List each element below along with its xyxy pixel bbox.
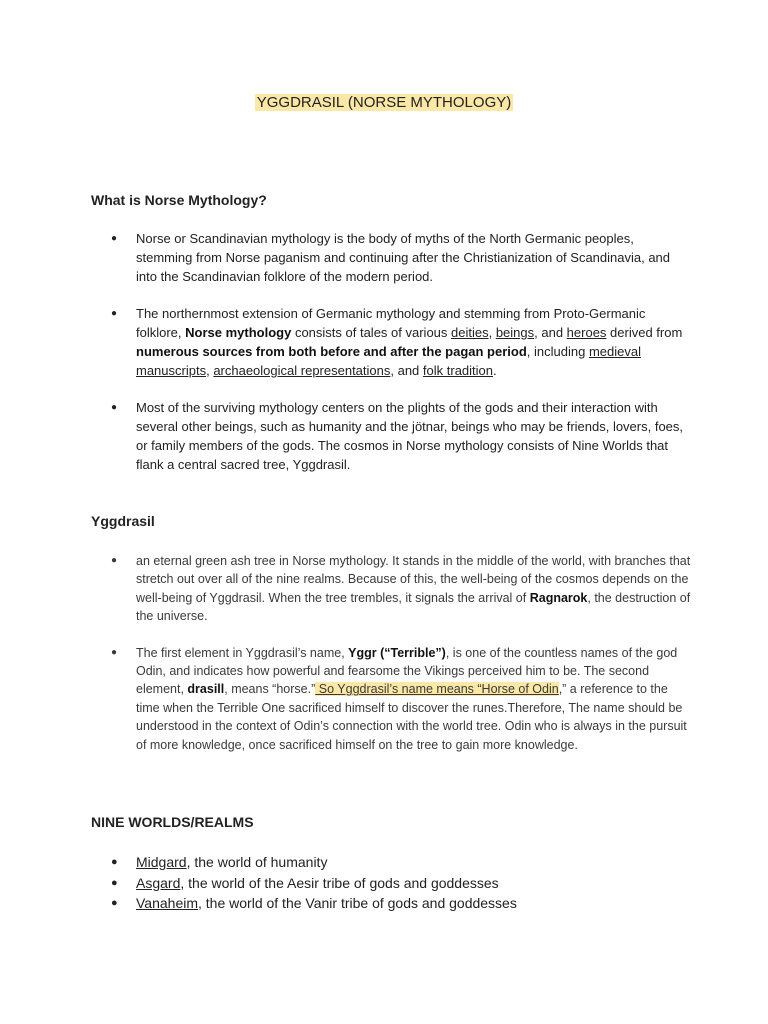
highlighted-text: So Yggdrasil’s name means “Horse of Odin bbox=[315, 682, 559, 697]
bullet-icon: ● bbox=[111, 646, 118, 658]
bullet-icon: ● bbox=[111, 876, 118, 889]
list-item: ● Most of the surviving mythology centers on the plights of the gods and their interaction with several other beings, such as humanity and the jötnar, beings who may be friends, lovers, foes, or family members of the gods. The cosmos in Norse mythology consists of Nine Worlds that flank a central sacred tree, Yggdrasil. bbox=[111, 400, 684, 472]
document-title: YGGDRASIL (NORSE MYTHOLOGY) bbox=[256, 94, 512, 111]
bullet-icon: ● bbox=[111, 897, 118, 909]
link-deities[interactable]: deities bbox=[451, 325, 489, 340]
list-item: ● The northernmost extension of Germanic mythology and stemming from Proto-Germanic folklore, Norse mythology consists of tales of various deities, beings, and heroes derived from numerous sources from both before and after the pagan period, including medieval manuscripts, archaeological representations, and folk tradition. bbox=[111, 306, 683, 378]
list-item: ● Vanaheim, the world of the Vanir tribe of gods and goddesses bbox=[91, 893, 691, 914]
list-item: ● an eternal green ash tree in Norse mythology. It stands in the middle of the world, with branches that stretch out over all of the nine realms. Because of this, the well-being of the cosmos depends on the well-being of Yggdrasil. When the tree trembles, it signals the arrival of Ragnarok, the destruction of the universe. bbox=[111, 554, 691, 624]
link-vanaheim[interactable]: Vanaheim bbox=[136, 895, 199, 911]
link-archaeological-representations[interactable]: archaeological representations bbox=[213, 363, 391, 378]
bullet-icon: ● bbox=[111, 233, 118, 244]
list-item: ● The first element in Yggdrasil’s name, Yggr (“Terrible”), is one of the countless names of the god Odin, and indicates how powerful and fearsome the Vikings perceived him to be. The second element, drasill, means “horse.” So Yggdrasil’s name means “Horse of Odin,” a reference to the time when the Terrible One sacrificed himself to discover the runes.Therefore, The name should be understood in the context of Odin’s connection with the world tree. Odin who is always in the pursuit of more knowledge, once sacrificed himself on the tree to gain more knowledge. bbox=[111, 645, 687, 752]
link-midgard[interactable]: Midgard bbox=[136, 854, 187, 870]
norse-mythology-list bbox=[91, 229, 691, 492]
list-item: ● Norse or Scandinavian mythology is the body of myths of the North Germanic peoples, stemming from Norse paganism and continuing after the Christianization of Scandinavia, and into the Scandinavian folklore of the modern period. bbox=[111, 231, 671, 284]
section-heading-yggdrasil: Yggdrasil bbox=[91, 513, 155, 529]
section-heading-nine-worlds: NINE WORLDS/REALMS bbox=[91, 814, 254, 830]
link-folk-tradition[interactable]: folk tradition bbox=[422, 363, 493, 378]
bullet-icon: ● bbox=[111, 308, 118, 319]
list-item: ● Asgard, the world of the Aesir tribe of gods and goddesses bbox=[91, 873, 691, 894]
nine-worlds-list bbox=[91, 852, 691, 914]
link-medieval-manuscripts[interactable]: medieval manuscripts bbox=[136, 344, 641, 378]
section-heading-what-is-norse-mythology: What is Norse Mythology? bbox=[91, 192, 267, 208]
bullet-icon: ● bbox=[111, 555, 118, 566]
bullet-icon: ● bbox=[111, 402, 118, 413]
list-item: ● Midgard, the world of humanity bbox=[91, 852, 691, 873]
link-beings[interactable]: beings bbox=[495, 325, 535, 340]
bullet-icon: ● bbox=[111, 856, 118, 868]
link-heroes[interactable]: heroes bbox=[566, 325, 607, 340]
yggdrasil-list bbox=[91, 552, 691, 772]
link-asgard[interactable]: Asgard bbox=[136, 874, 181, 891]
